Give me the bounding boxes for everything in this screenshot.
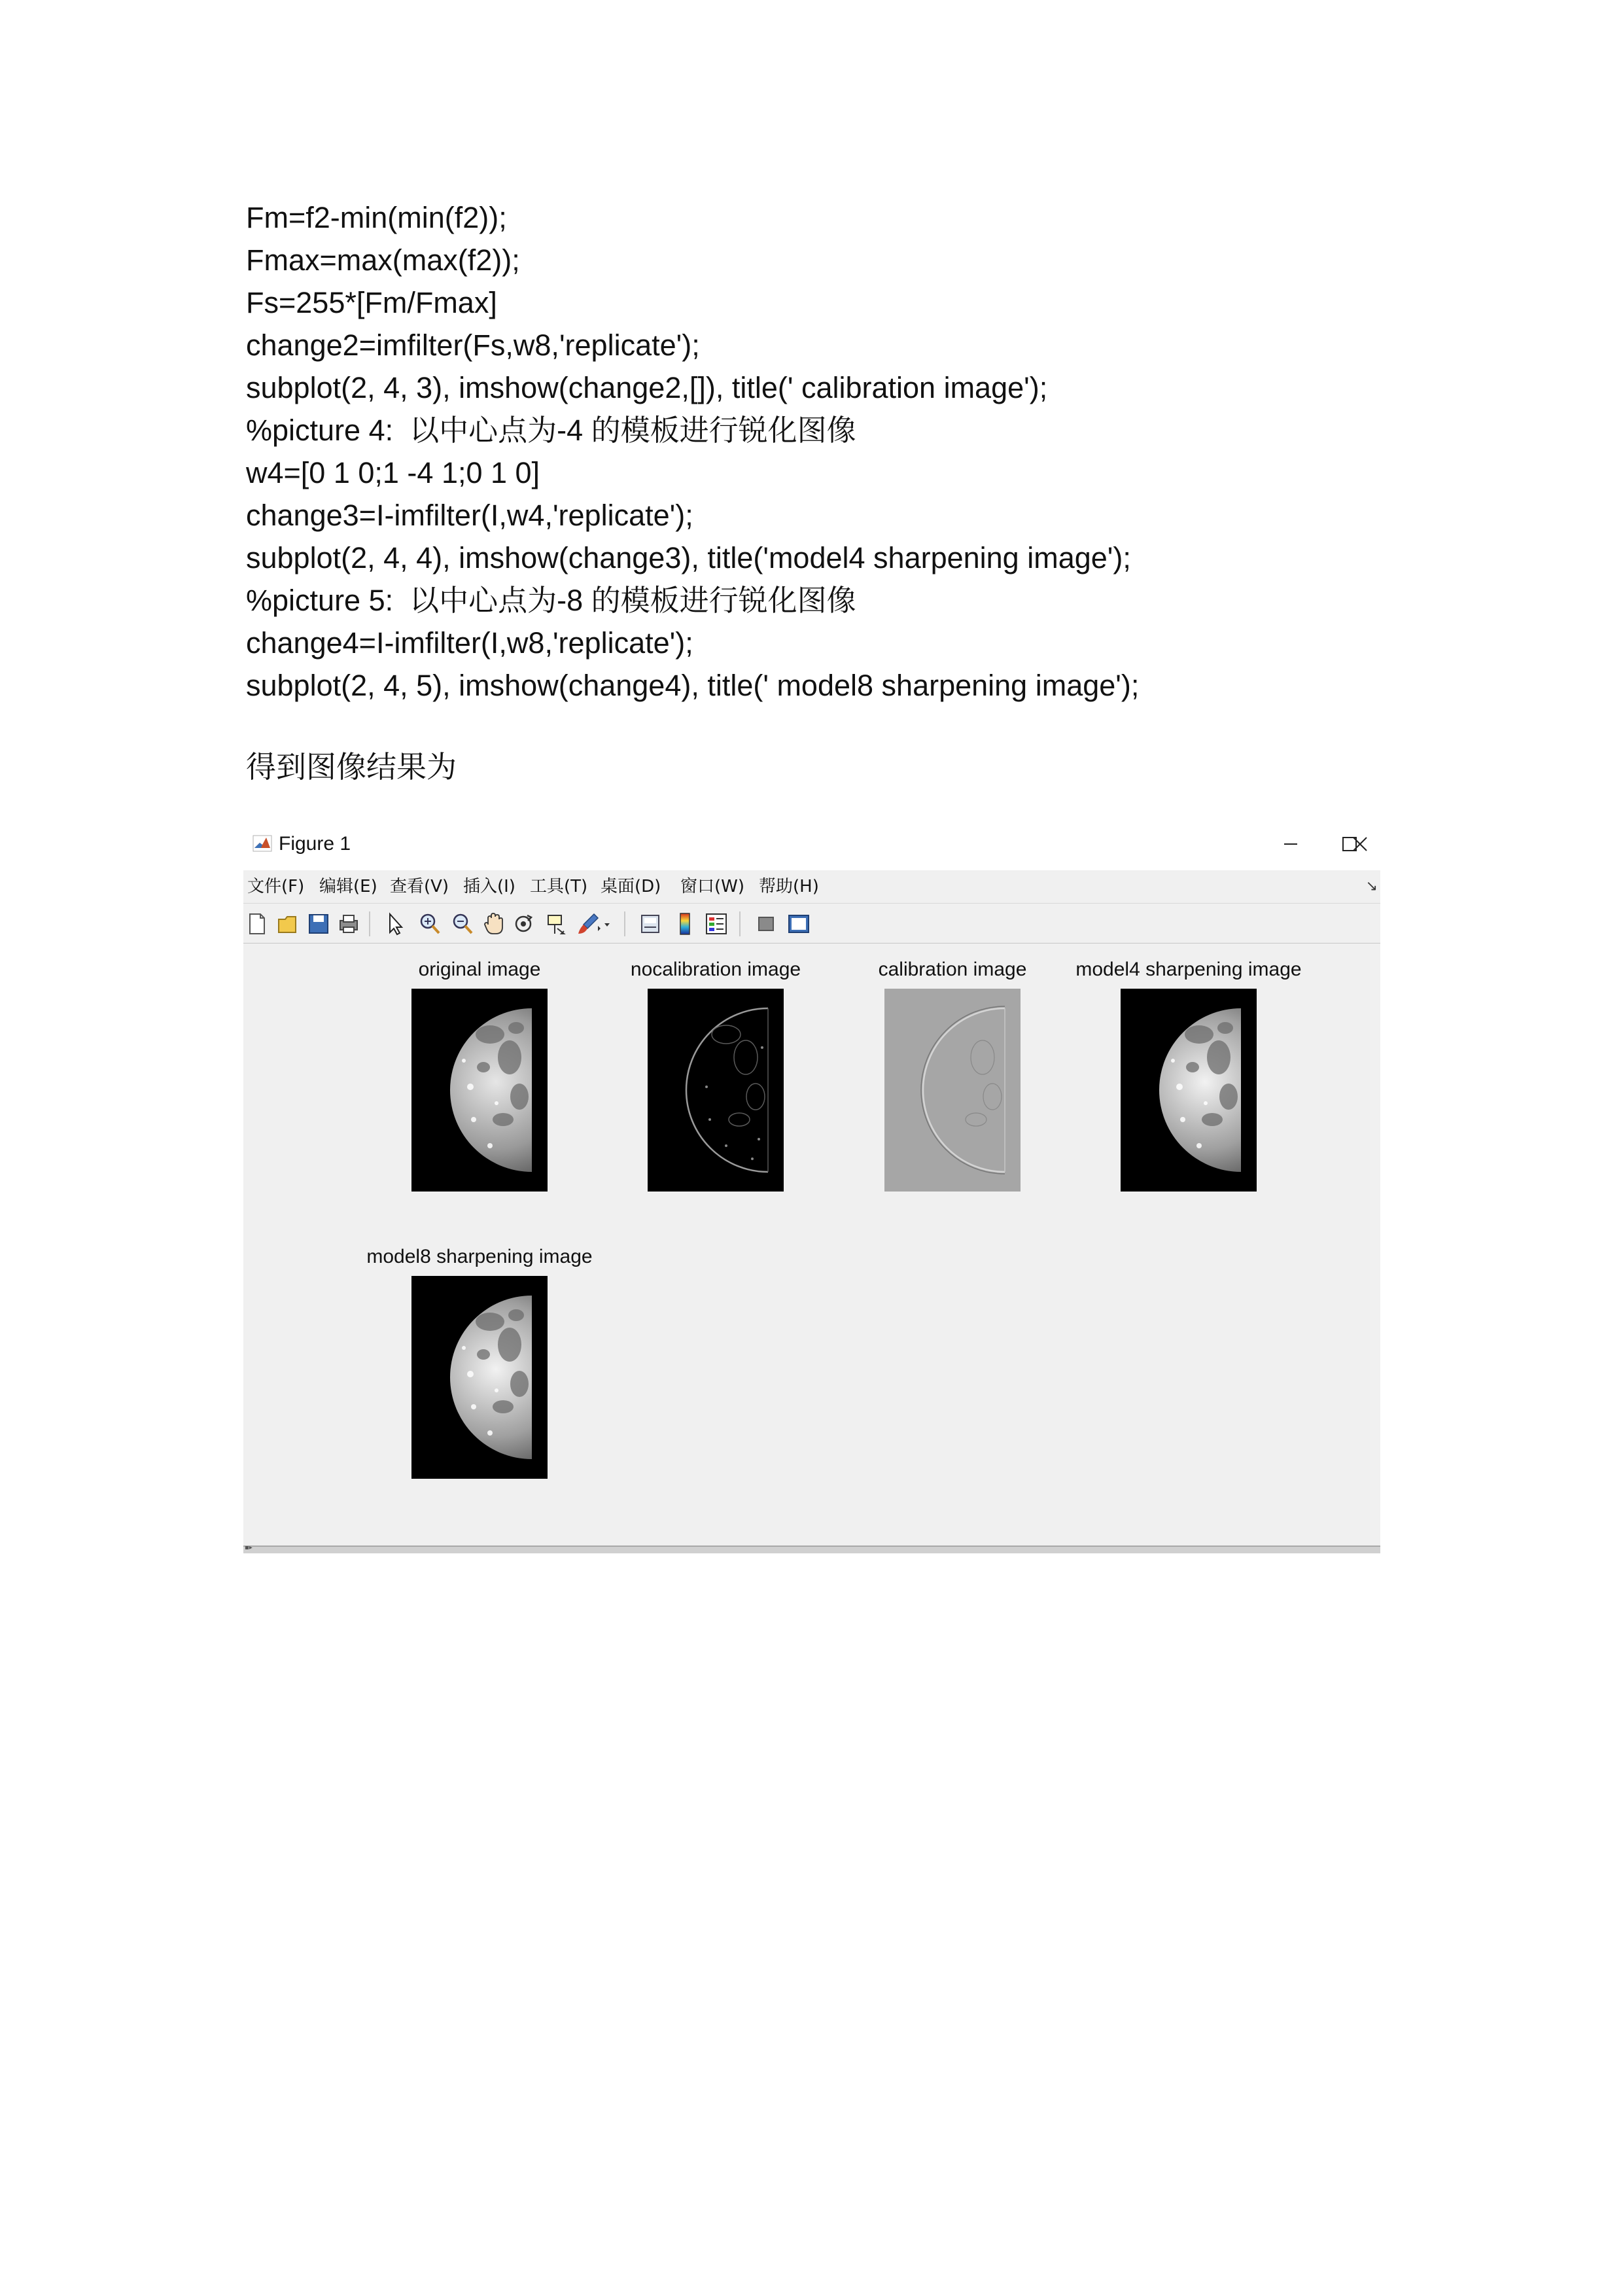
subplot-image[interactable] <box>1121 989 1257 1192</box>
matlab-figure-window <box>243 818 1380 1553</box>
figure-toolbar <box>243 903 1380 944</box>
toolbar-separator <box>739 911 741 936</box>
legend-icon[interactable] <box>704 911 729 936</box>
dock-arrow-icon[interactable]: ↘ <box>1365 878 1378 894</box>
figure-canvas <box>243 944 1380 1547</box>
window-titlebar[interactable] <box>243 818 1380 870</box>
zoom-in-icon[interactable] <box>417 911 442 936</box>
menu-item-3[interactable]: 插入(I) <box>463 877 515 896</box>
code-block <box>246 196 1489 707</box>
subplot-image[interactable] <box>648 989 784 1192</box>
subplot-title: original image <box>418 959 541 980</box>
subplot-title: nocalibration image <box>630 959 801 980</box>
matlab-logo-icon <box>253 834 272 853</box>
zoom-out-icon[interactable] <box>450 911 475 936</box>
code-line: change4=I-imfilter(I,w8,'replicate'); <box>246 626 693 660</box>
colorbar-icon[interactable] <box>672 911 697 936</box>
data-cursor-icon[interactable] <box>544 911 569 936</box>
open-file-icon[interactable] <box>276 911 301 936</box>
menu-item-0[interactable]: 文件(F) <box>247 877 305 896</box>
code-line: %picture 5: 以中心点为-8 的模板进行锐化图像 <box>246 584 856 617</box>
subplot-title: calibration image <box>878 959 1027 980</box>
resize-grip-icon[interactable]: ▪▸ <box>245 1544 253 1551</box>
menu-item-2[interactable]: 查看(V) <box>390 877 449 896</box>
menu-item-1[interactable]: 编辑(E) <box>319 877 377 896</box>
minimize-icon <box>1283 836 1299 852</box>
rotate-3d-icon[interactable] <box>512 911 536 936</box>
link-plot-icon[interactable] <box>638 911 663 936</box>
pointer-icon[interactable] <box>382 911 407 936</box>
toolbar-separator <box>624 911 625 936</box>
menu-item-4[interactable]: 工具(T) <box>530 877 588 896</box>
code-line: w4=[0 1 0;1 -4 1;0 1 0] <box>246 456 540 489</box>
subplot-image[interactable] <box>411 989 548 1192</box>
close-icon <box>1352 836 1368 852</box>
subplot-title: model8 sharpening image <box>366 1246 593 1267</box>
subplot-title: model4 sharpening image <box>1075 959 1302 980</box>
hide-plot-tools-icon[interactable] <box>754 911 778 936</box>
window-title: Figure 1 <box>279 833 351 855</box>
menu-item-5[interactable]: 桌面(D) <box>601 877 661 896</box>
menu-bar <box>243 870 1380 903</box>
code-line: subplot(2, 4, 4), imshow(change3), title('model4 sharpening image'); <box>246 541 1131 574</box>
menu-item-7[interactable]: 帮助(H) <box>759 877 819 896</box>
code-line: subplot(2, 4, 3), imshow(change2,[]), title(' calibration image'); <box>246 371 1048 404</box>
print-icon[interactable] <box>336 911 361 936</box>
subplot-image[interactable] <box>884 989 1021 1192</box>
code-line: Fm=f2-min(min(f2)); <box>246 201 507 234</box>
code-line: %picture 4: 以中心点为-4 的模板进行锐化图像 <box>246 414 856 447</box>
brush-dropdown-arrow-icon[interactable] <box>602 911 612 936</box>
code-line: change2=imfilter(Fs,w8,'replicate'); <box>246 328 700 362</box>
subplot-image[interactable] <box>411 1276 548 1479</box>
code-line: Fs=255*[Fm/Fmax] <box>246 286 497 319</box>
minimize-button[interactable] <box>1270 818 1311 870</box>
code-line: change3=I-imfilter(I,w4,'replicate'); <box>246 499 693 532</box>
toolbar-separator <box>369 911 370 936</box>
save-icon[interactable] <box>306 911 331 936</box>
close-button[interactable] <box>1340 818 1380 870</box>
brush-icon[interactable] <box>576 911 601 936</box>
result-caption: 得到图像结果为 <box>246 749 457 785</box>
status-bar <box>243 1545 1380 1553</box>
menu-item-6[interactable]: 窗口(W) <box>680 877 744 896</box>
code-line: Fmax=max(max(f2)); <box>246 243 520 277</box>
code-line: subplot(2, 4, 5), imshow(change4), title(' model8 sharpening image'); <box>246 669 1140 702</box>
new-figure-icon[interactable] <box>245 911 270 936</box>
show-plot-tools-icon[interactable] <box>786 911 811 936</box>
pan-icon[interactable] <box>481 911 506 936</box>
